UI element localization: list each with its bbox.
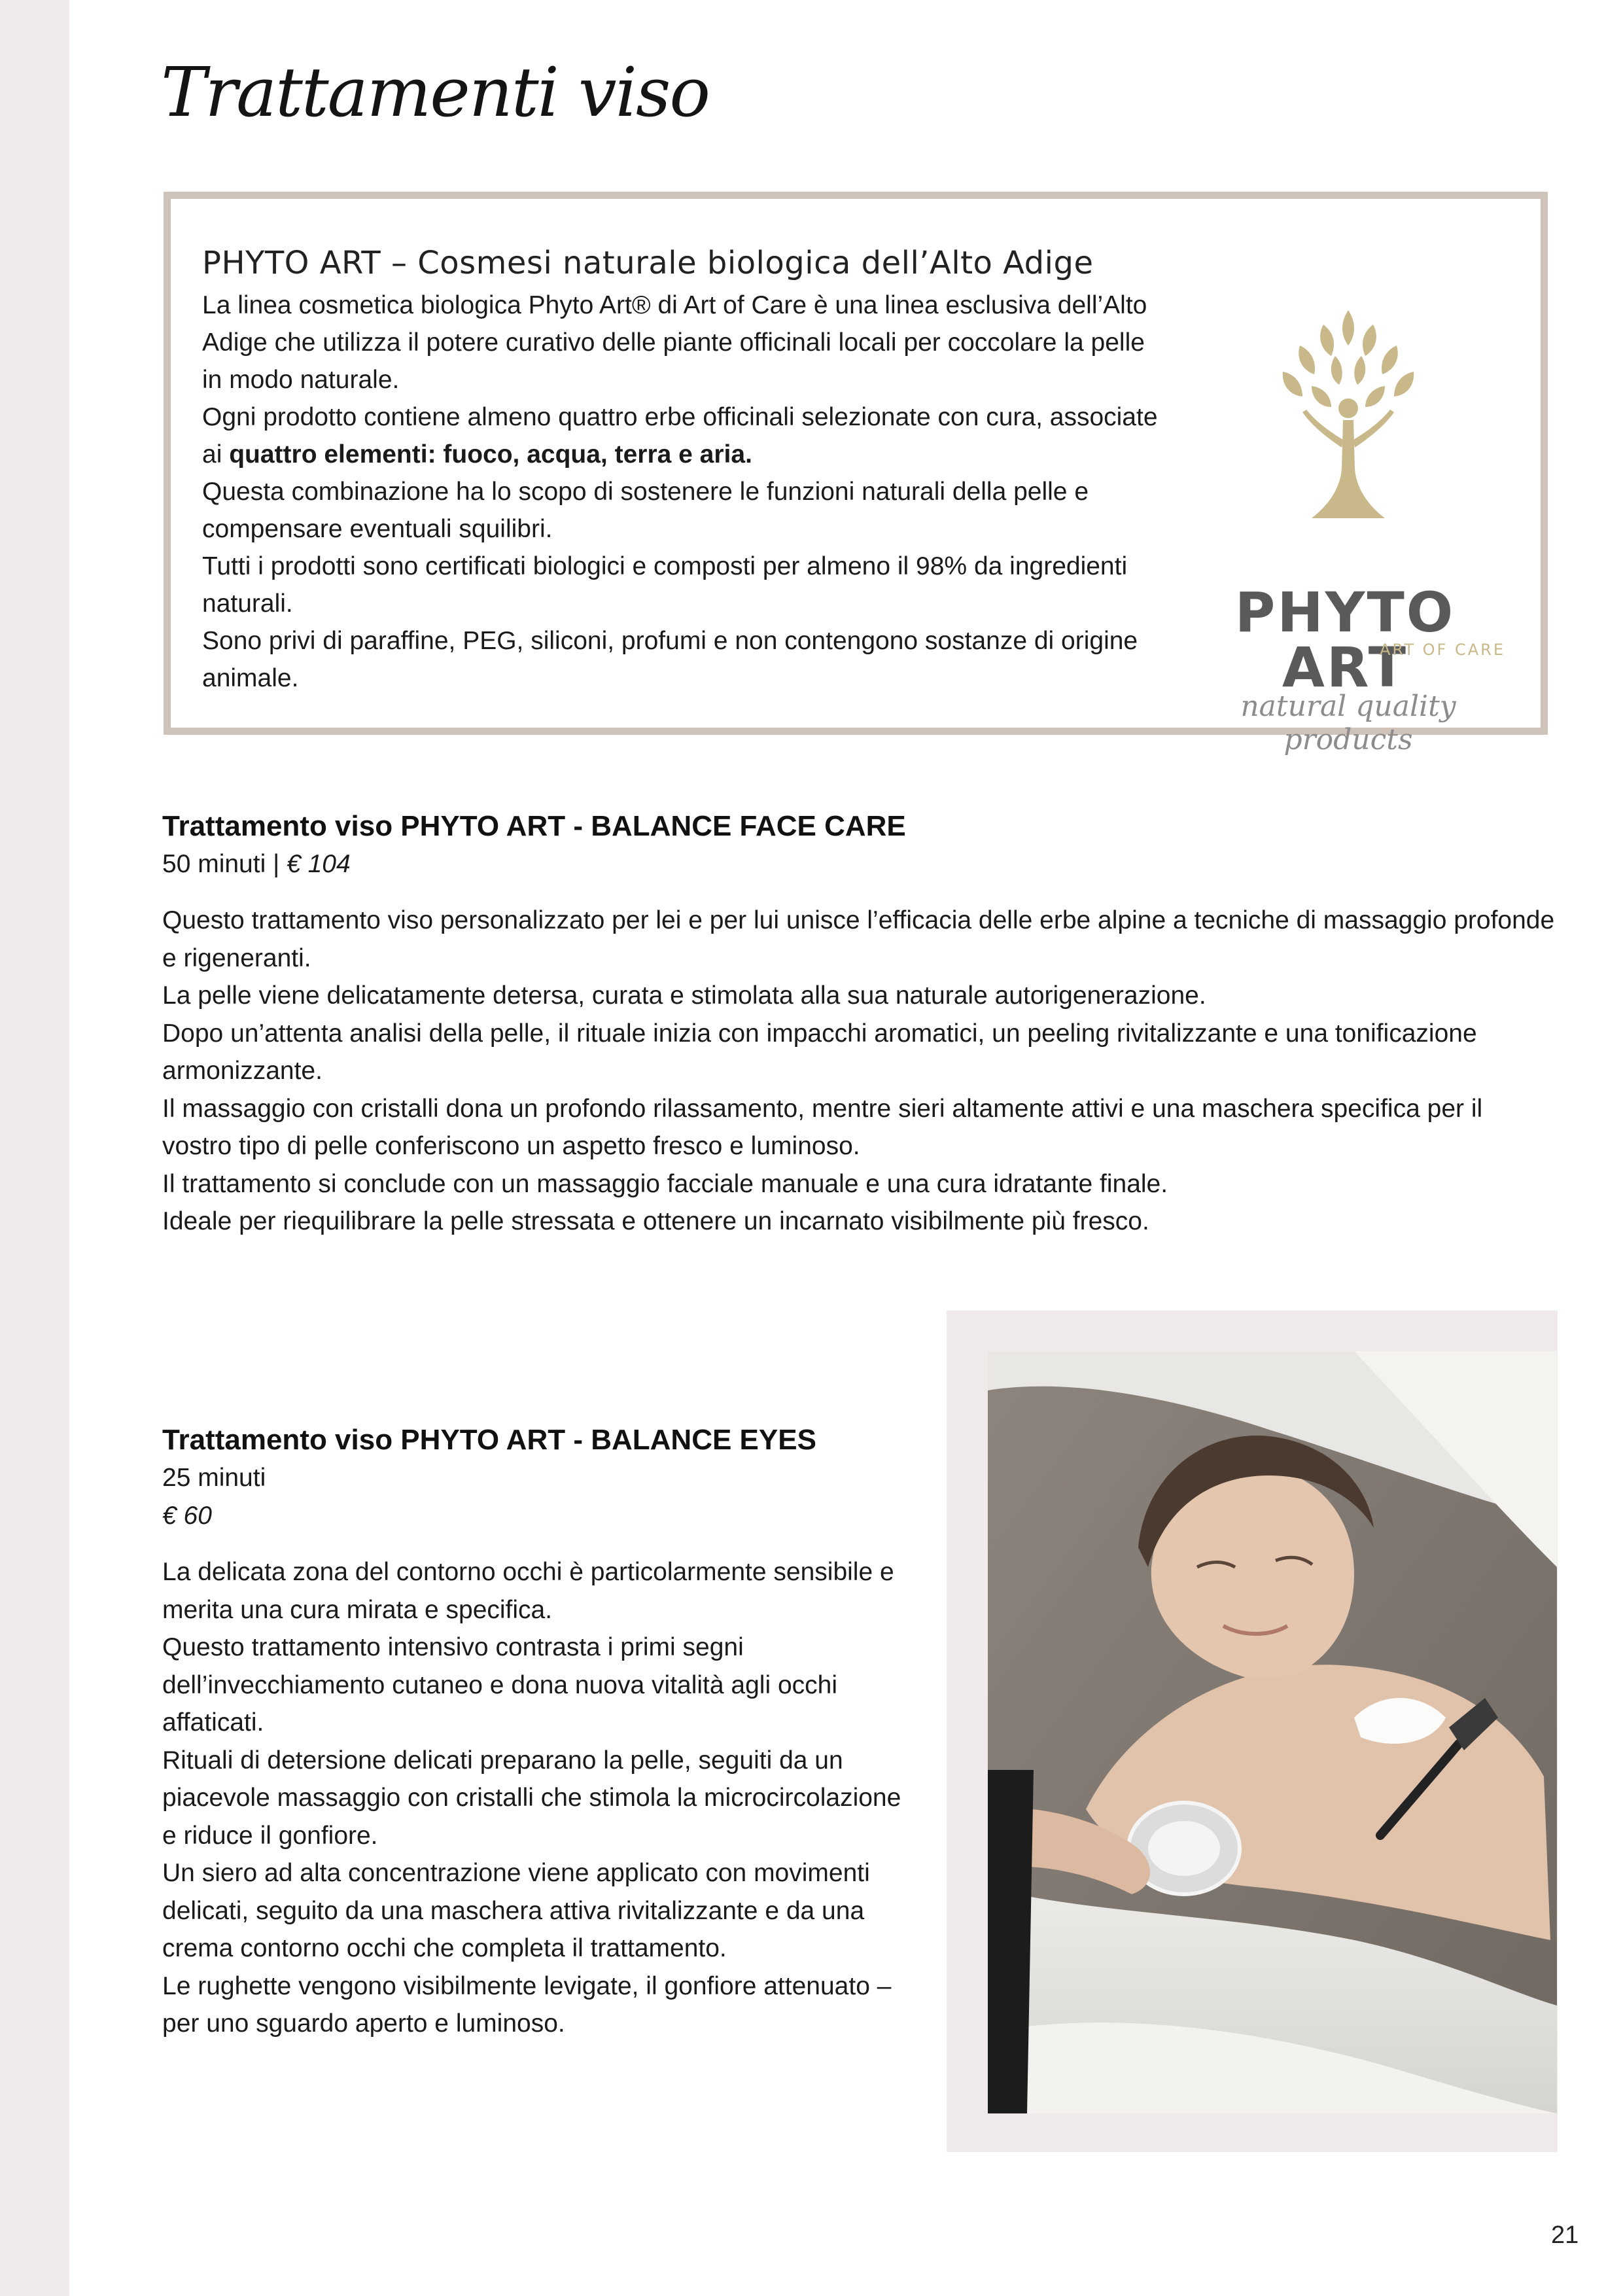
intro-paragraph: Tutti i prodotti sono certificati biologici e composti per almeno il 98% da ingredienti naturali. <box>202 552 1128 618</box>
description-paragraph: Il massaggio con cristalli dona un profondo rilassamento, mentre sieri altamente attivi e una maschera specifica per il vostro tipo di pelle conferiscono un aspetto fresco e luminoso. <box>162 1094 1483 1160</box>
treatment-description <box>162 1553 915 2043</box>
description-paragraph: Un siero ad alta concentrazione viene applicato con movimenti delicati, seguito da una maschera attiva rivitalizzante e da una crema contorno occhi che completa il trattamento. <box>162 1859 870 1962</box>
description-paragraph: Questo trattamento viso personalizzato per lei e per lui unisce l’efficacia delle erbe alpine a tecniche di massaggio profonde e rigeneranti. <box>162 906 1555 972</box>
logo-name: PHYTO ART <box>1234 580 1456 699</box>
description-paragraph: Rituali di detersione delicati preparano la pelle, seguiti da un piacevole massaggio con cristalli che stimola la microcircolazione e riduce il gonfiore. <box>162 1746 901 1850</box>
description-paragraph: Questo trattamento intensivo contrasta i primi segni dell’invecchiamento cutaneo e dona nuova vitalità agli occhi affaticati. <box>162 1633 837 1737</box>
description-paragraph: Le rughette vengono visibilmente levigate, il gonfiore attenuato – per uno sguardo aperto e luminoso. <box>162 1971 892 2038</box>
treatment-duration: 50 minuti <box>162 850 266 878</box>
treatment-price: € 60 <box>162 1502 212 1530</box>
intro-paragraph-text: Ogni prodotto contiene almeno quattro erbe officinali selezionate con cura, associate ai <box>202 403 1158 468</box>
logo-subtitle: ART OF CARE <box>1380 641 1505 659</box>
treatment-balance-face-care <box>162 807 1556 1241</box>
page-number: 21 <box>1551 2221 1579 2249</box>
description-paragraph: Ideale per riequilibrare la pelle stressata e ottenere un incarnato visibilmente più fresco. <box>162 1207 1149 1235</box>
description-paragraph: La pelle viene delicatamente detersa, curata e stimolata alla sua naturale autorigenerazione. <box>162 981 1206 1010</box>
intro-paragraph <box>202 398 1170 473</box>
description-paragraph: Il trattamento si conclude con un massaggio facciale manuale e una cura idratante finale. <box>162 1169 1168 1198</box>
intro-text <box>202 245 1170 697</box>
treatment-duration: 25 minuti <box>162 1464 266 1492</box>
meta-separator: | <box>266 850 287 878</box>
intro-heading: PHYTO ART – Cosmesi naturale biologica dell’Alto Adige <box>202 245 1094 281</box>
treatment-title: Trattamento viso PHYTO ART - BALANCE EYES <box>162 1424 816 1456</box>
intro-paragraph: Questa combinazione ha lo scopo di sostenere le funzioni naturali della pelle e compensare eventuali squilibri. <box>202 478 1089 543</box>
tree-icon <box>1172 297 1525 572</box>
photo-panel <box>947 1311 1558 2152</box>
treatment-meta <box>162 845 1556 883</box>
intro-paragraph: Sono privi di paraffine, PEG, siliconi, profumi e non contengono sostanze di origine animale. <box>202 627 1138 692</box>
page-title: Trattamenti viso <box>161 52 709 132</box>
treatment-balance-eyes <box>162 1421 915 2043</box>
treatment-title: Trattamento viso PHYTO ART - BALANCE FACE CARE <box>162 810 906 842</box>
facial-treatment-illustration <box>988 1351 1557 2113</box>
intro-paragraph: La linea cosmetica biologica Phyto Art® di Art of Care è una linea esclusiva dell’Alto Adige che utilizza il potere curativo delle piante officinali locali per coccolare la pelle in modo naturale. <box>202 291 1147 394</box>
logo-tagline: natural quality products <box>1240 690 1456 756</box>
side-strip <box>0 0 69 2296</box>
description-paragraph: Dopo un’attenta analisi della pelle, il rituale inizia con impacchi aromatici, un peeling rivitalizzante e una tonificazione armonizzante. <box>162 1019 1477 1085</box>
phyto-art-logo <box>1172 297 1525 756</box>
four-elements-bold: quattro elementi: fuoco, acqua, terra e aria. <box>229 440 752 468</box>
phyto-art-intro-box <box>164 192 1548 756</box>
treatment-price: € 104 <box>287 850 351 878</box>
facial-treatment-photo <box>988 1351 1557 2113</box>
treatment-description <box>162 902 1556 1241</box>
description-paragraph: La delicata zona del contorno occhi è particolarmente sensibile e merita una cura mirata e specifica. <box>162 1558 894 1624</box>
